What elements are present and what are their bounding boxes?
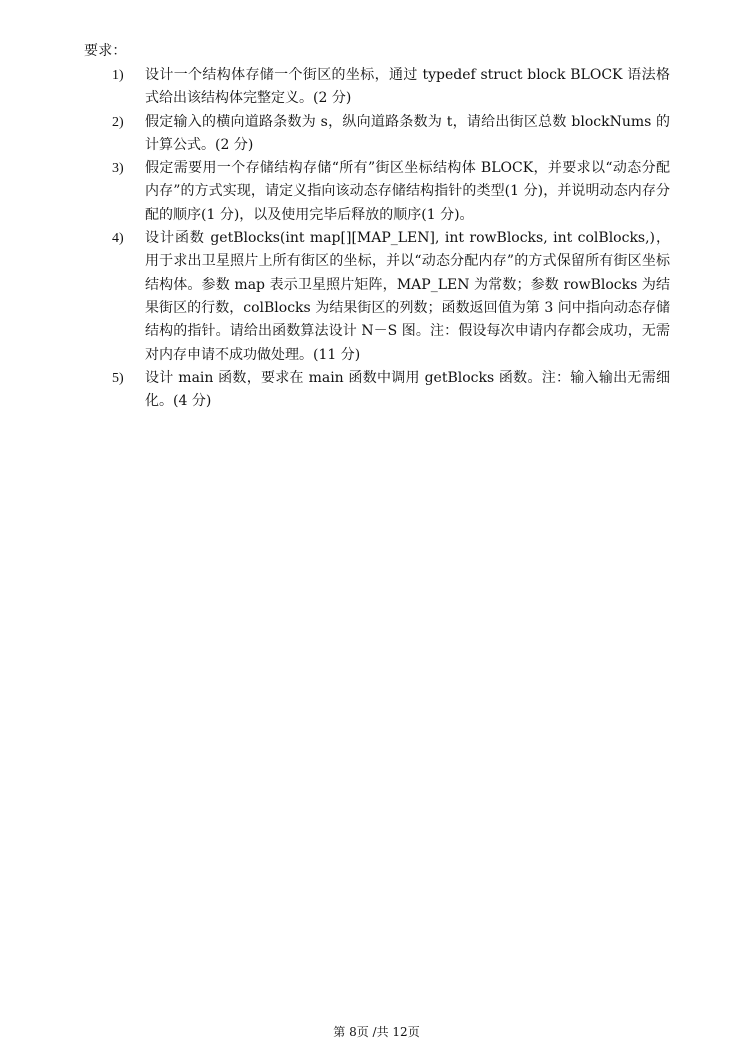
requirements-list — [112, 64, 670, 413]
item-text: 假定需要用一个存储结构存储“所有”街区坐标结构体 BLOCK，并要求以“动态分配内存”的方式实现，请定义指向该动态存储结构指针的类型(1 分)，并说明动态内存分配的顺序(1 分)，以及使用完毕后释放的顺序(1 分)。 — [145, 160, 670, 223]
list-item — [112, 64, 670, 111]
item-number: 3) — [112, 161, 124, 177]
list-item — [112, 367, 670, 414]
page-number: 第 8页 /共 12页 — [333, 1025, 420, 1039]
list-item — [112, 111, 670, 158]
item-number: 5) — [112, 370, 124, 386]
item-text: 假定输入的横向道路条数为 s，纵向道路条数为 t，请给出街区总数 blockNums 的计算公式。(2 分) — [145, 113, 670, 153]
item-text: 设计一个结构体存储一个街区的坐标，通过 typedef struct block BLOCK 语法格式给出该结构体完整定义。(2 分) — [145, 67, 670, 107]
item-number: 1) — [112, 68, 124, 83]
item-number: 2) — [112, 114, 124, 130]
item-number: 4) — [112, 231, 124, 247]
item-text: 设计函数 getBlocks(int map[][MAP_LEN], int rowBlocks, int colBlocks,)，用于求出卫星照片上所有街区的坐标，并以“动态分配内存”的方式保留所有街区坐标结构体。参数 map 表示卫星照片矩阵，MAP_LEN 为常数；参数 rowBlocks 为结果街区的行数，colBlocks 为结果街区的列数；函数返回值为第 3 问中指向动态存储结构的指针。请给出函数算法设计 N－S 图。注：假设每次申请内存都会成功，无需对内存申请不成功做处理。(11 分) — [145, 230, 670, 363]
list-item — [112, 227, 670, 367]
requirements-heading: 要求： — [84, 43, 127, 59]
item-text: 设计 main 函数，要求在 main 函数中调用 getBlocks 函数。注：输入输出无需细化。(4 分) — [145, 369, 670, 410]
list-item — [112, 157, 670, 227]
